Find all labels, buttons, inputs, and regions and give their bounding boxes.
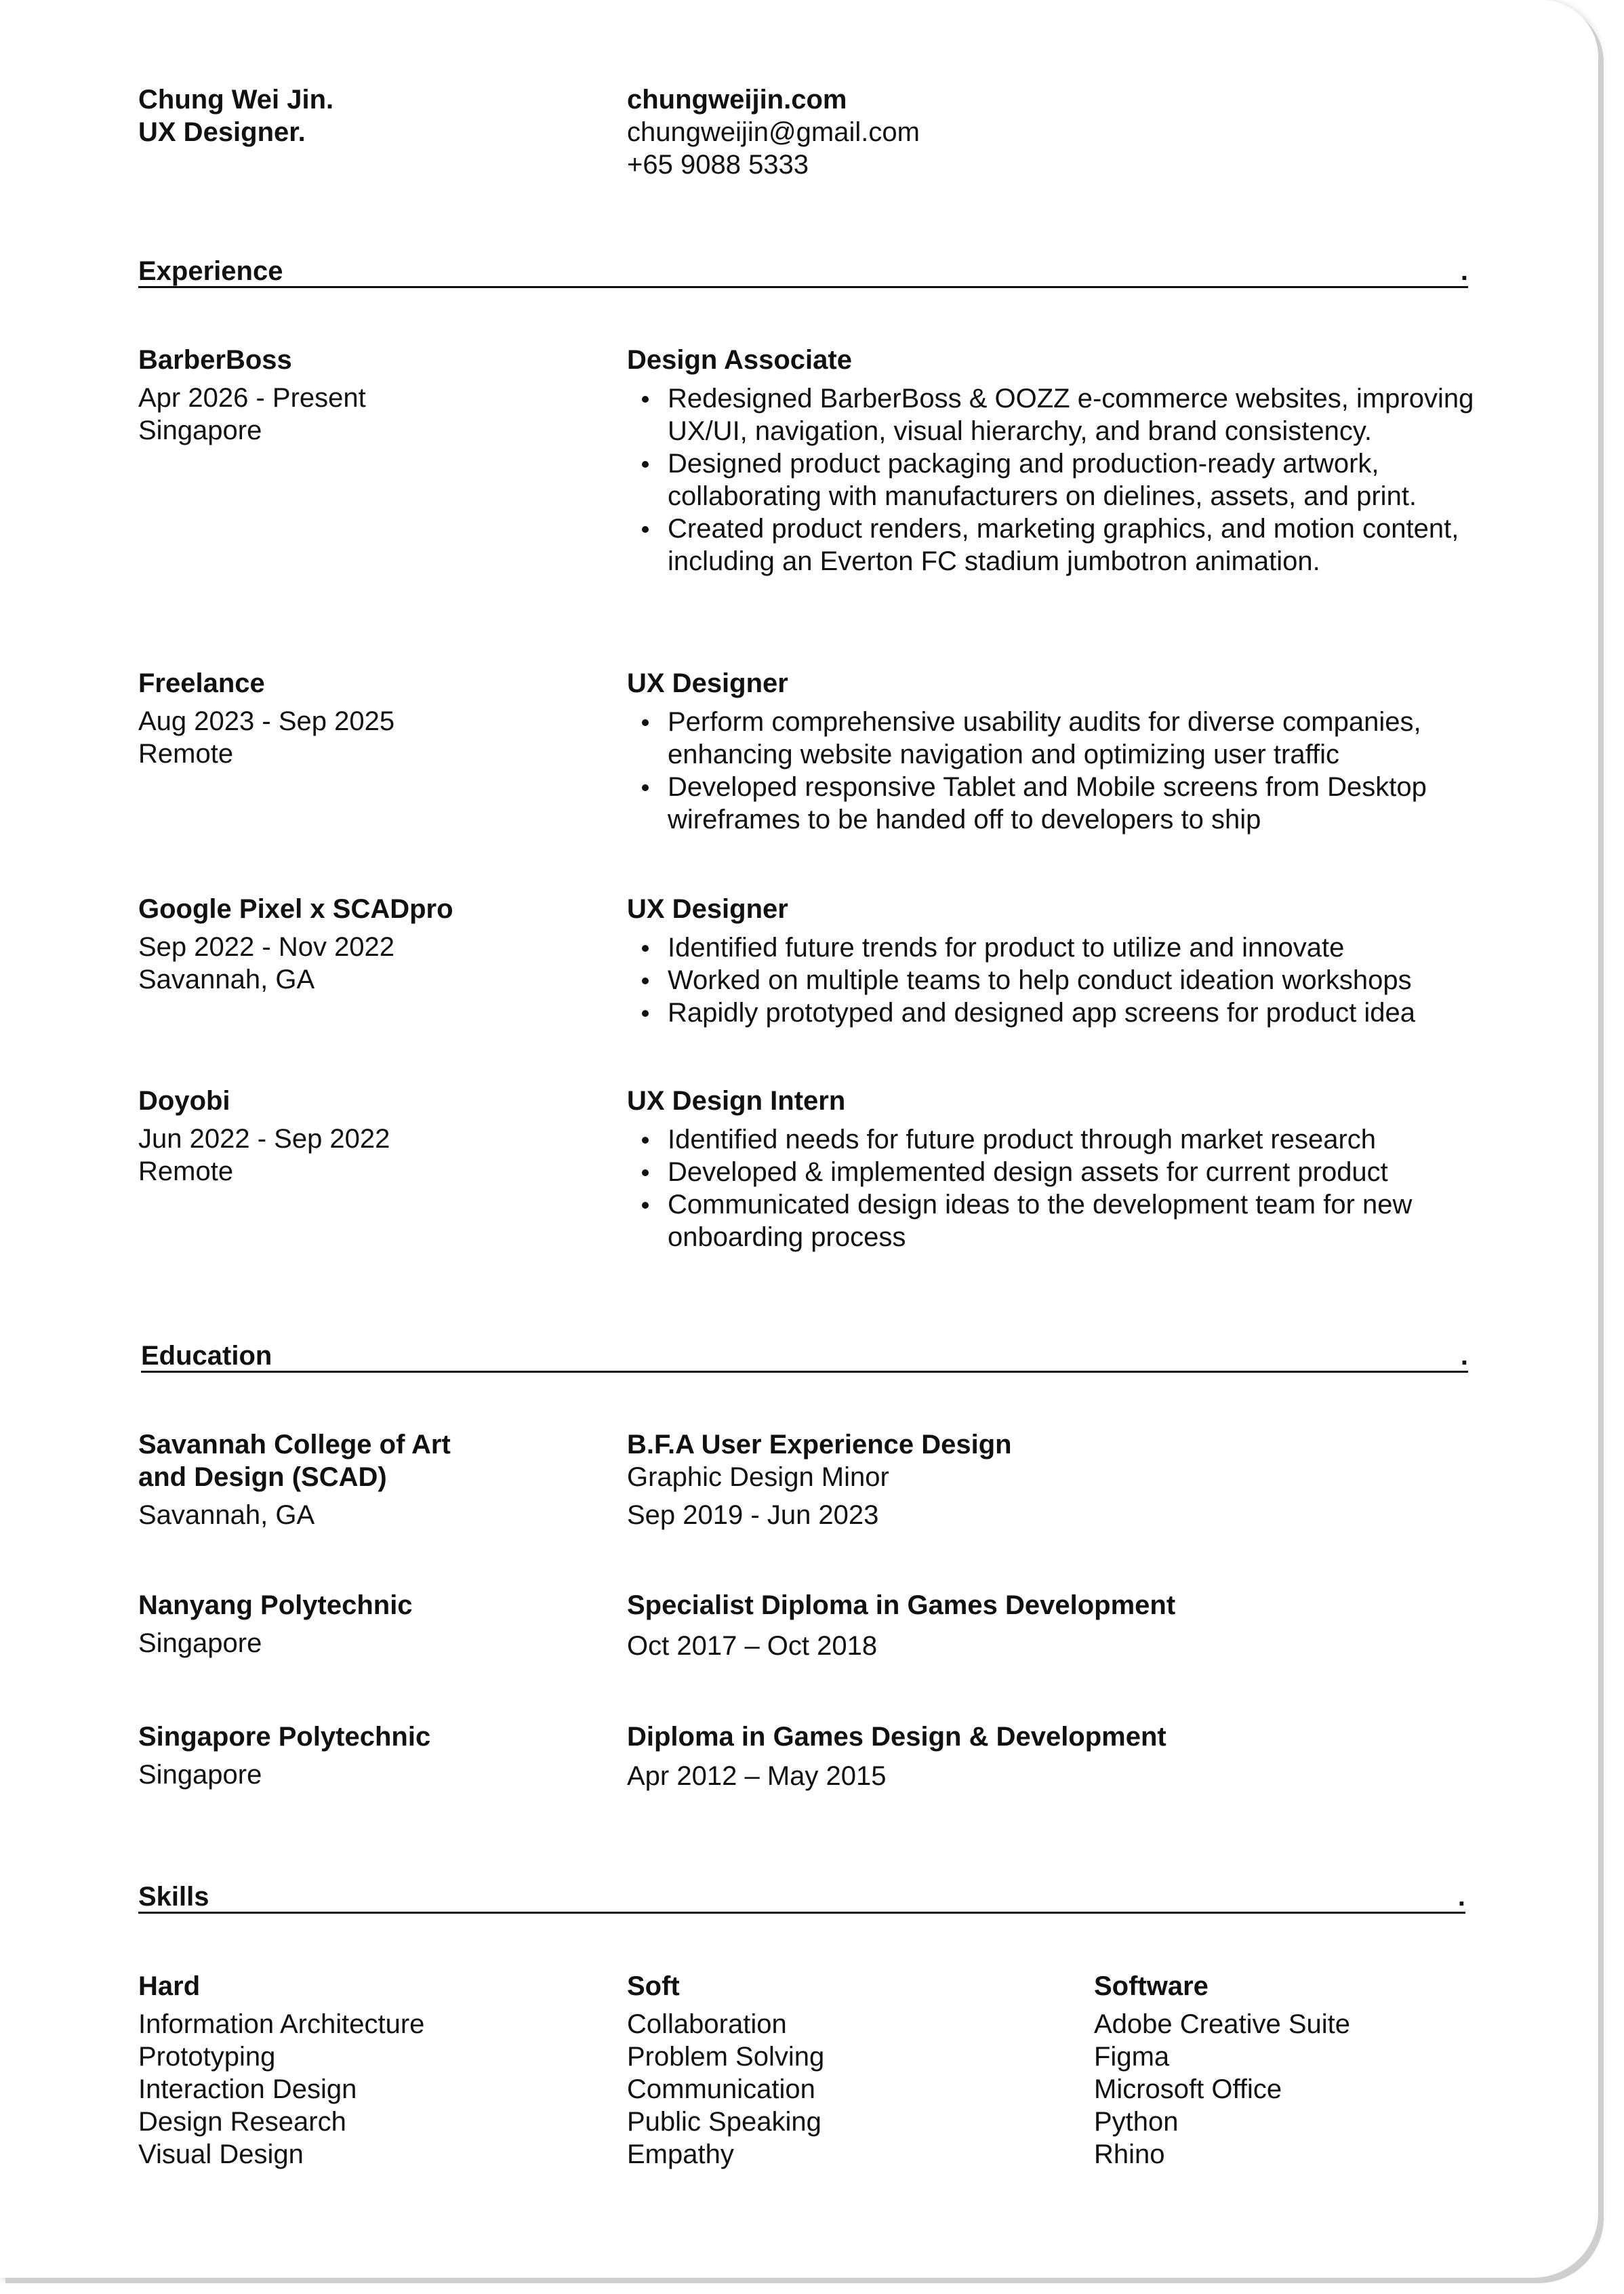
skills-column-hard xyxy=(138,1970,424,2171)
bullet-item: Identified needs for future product through market research xyxy=(627,1123,1474,1156)
skill-item: Collaboration xyxy=(627,2009,787,2039)
candidate-name: Chung Wei Jin. xyxy=(138,85,334,115)
school-location: Savannah, GA xyxy=(138,1500,315,1530)
job-bullets xyxy=(627,706,1474,836)
skills-column-software xyxy=(1094,1970,1350,2171)
degree-title: Specialist Diploma in Games Development xyxy=(627,1590,1176,1620)
company-name: Freelance xyxy=(138,668,265,698)
job-location: Singapore xyxy=(138,416,262,445)
skill-item: Empathy xyxy=(627,2139,734,2169)
skill-item: Adobe Creative Suite xyxy=(1094,2009,1351,2039)
heading-dot: . xyxy=(1460,256,1468,286)
skill-item: Visual Design xyxy=(138,2139,304,2169)
skill-item: Microsoft Office xyxy=(1094,2074,1282,2104)
degree-title: B.F.A User Experience Design xyxy=(627,1430,1012,1460)
degree-minor: Graphic Design Minor xyxy=(627,1462,889,1492)
bullet-item: Redesigned BarberBoss & OOZZ e-commerce websites, improving UX/UI, navigation, visual hierarchy, and brand consistency. xyxy=(627,382,1474,447)
company-name: Doyobi xyxy=(138,1086,230,1116)
job-dates: Sep 2022 - Nov 2022 xyxy=(138,932,395,962)
skills-column-soft xyxy=(627,1970,824,2171)
candidate-title: UX Designer. xyxy=(138,117,306,147)
school-name-line2: and Design (SCAD) xyxy=(138,1462,387,1492)
job-role: UX Design Intern xyxy=(627,1086,846,1116)
job-bullets xyxy=(627,931,1474,1029)
skill-item: Design Research xyxy=(138,2107,346,2137)
education-dates: Oct 2017 – Oct 2018 xyxy=(627,1631,878,1661)
job-dates: Jun 2022 - Sep 2022 xyxy=(138,1124,390,1154)
job-role: Design Associate xyxy=(627,345,852,375)
skill-item: Information Architecture xyxy=(138,2009,425,2039)
job-dates: Apr 2026 - Present xyxy=(138,383,366,413)
job-bullets xyxy=(627,1123,1474,1253)
heading-dot: . xyxy=(1460,1341,1468,1371)
bullet-item: Designed product packaging and production-ready artwork, collaborating with manufacturers on dielines, assets, and print. xyxy=(627,447,1474,512)
experience-heading xyxy=(138,254,1468,288)
skill-item: Communication xyxy=(627,2074,815,2104)
education-dates: Apr 2012 – May 2015 xyxy=(627,1761,887,1791)
school-location: Singapore xyxy=(138,1760,262,1790)
bullet-item: Rapidly prototyped and designed app screens for product idea xyxy=(627,997,1474,1029)
education-heading xyxy=(141,1338,1468,1373)
education-heading-label: Education xyxy=(141,1341,272,1371)
degree-title: Diploma in Games Design & Development xyxy=(627,1722,1166,1752)
skill-item: Rhino xyxy=(1094,2139,1165,2169)
job-role: UX Designer xyxy=(627,668,788,698)
email-link[interactable]: chungweijin@gmail.com xyxy=(627,117,920,147)
company-name: BarberBoss xyxy=(138,345,292,375)
skills-heading-label: Skills xyxy=(138,1882,209,1912)
bullet-item: Created product renders, marketing graphics, and motion content, including an Everton FC stadium jumbotron animation. xyxy=(627,512,1474,578)
company-name: Google Pixel x SCADpro xyxy=(138,894,453,924)
job-location: Remote xyxy=(138,739,234,769)
skill-item: Prototyping xyxy=(138,2042,276,2072)
job-location: Remote xyxy=(138,1156,234,1186)
bullet-item: Developed & implemented design assets for current product xyxy=(627,1156,1474,1188)
skill-item: Public Speaking xyxy=(627,2107,821,2137)
bullet-item: Perform comprehensive usability audits for diverse companies, enhancing website navigation and optimizing user traffic xyxy=(627,706,1474,771)
heading-dot: . xyxy=(1457,1882,1465,1912)
skill-item: Interaction Design xyxy=(138,2074,357,2104)
phone-number: +65 9088 5333 xyxy=(627,150,809,180)
skills-column-title: Hard xyxy=(138,1971,201,2001)
website-link[interactable]: chungweijin.com xyxy=(627,85,847,115)
bullet-item: Communicated design ideas to the development team for new onboarding process xyxy=(627,1188,1474,1253)
bullet-item: Identified future trends for product to utilize and innovate xyxy=(627,931,1474,964)
school-name: Savannah College of Art xyxy=(138,1430,451,1460)
job-location: Savannah, GA xyxy=(138,965,315,994)
skill-item: Figma xyxy=(1094,2042,1170,2072)
school-location: Singapore xyxy=(138,1628,262,1658)
job-dates: Aug 2023 - Sep 2025 xyxy=(138,706,395,736)
experience-heading-label: Experience xyxy=(138,256,283,286)
bullet-item: Developed responsive Tablet and Mobile screens from Desktop wireframes to be handed off to developers to ship xyxy=(627,771,1474,836)
job-role: UX Designer xyxy=(627,894,788,924)
skills-column-title: Software xyxy=(1094,1971,1209,2001)
education-dates: Sep 2019 - Jun 2023 xyxy=(627,1500,879,1530)
school-name: Singapore Polytechnic xyxy=(138,1722,431,1752)
skill-item: Problem Solving xyxy=(627,2042,825,2072)
bullet-item: Worked on multiple teams to help conduct ideation workshops xyxy=(627,964,1474,997)
skills-column-title: Soft xyxy=(627,1971,680,2001)
skills-heading xyxy=(138,1879,1465,1914)
job-bullets xyxy=(627,382,1474,578)
skill-item: Python xyxy=(1094,2107,1179,2137)
school-name: Nanyang Polytechnic xyxy=(138,1590,413,1620)
